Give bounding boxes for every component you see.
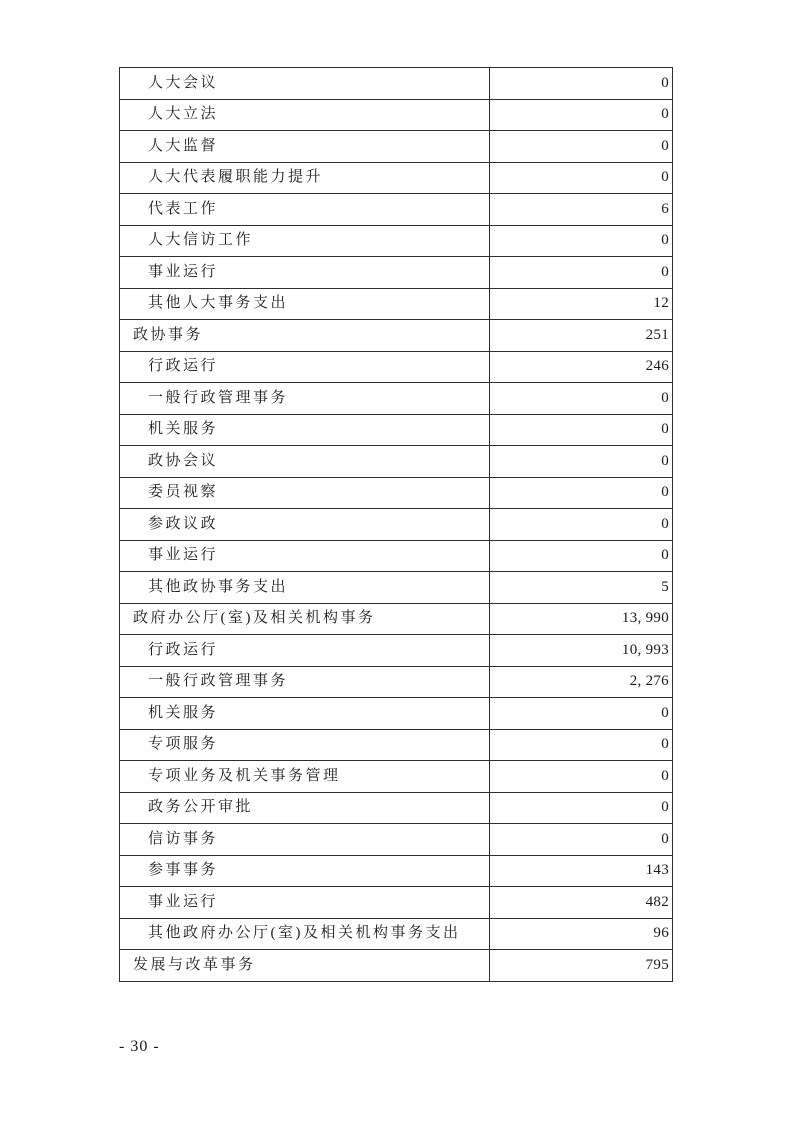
category-cell: 参事事务 <box>120 855 490 887</box>
category-cell: 发展与改革事务 <box>120 950 490 982</box>
category-cell: 政府办公厅(室)及相关机构事务 <box>120 603 490 635</box>
value-cell: 0 <box>490 225 673 257</box>
table-row <box>120 635 673 667</box>
table-row <box>120 288 673 320</box>
value-cell: 0 <box>490 68 673 100</box>
value-cell: 0 <box>490 414 673 446</box>
page-number: - 30 - <box>119 1038 160 1055</box>
table-row <box>120 509 673 541</box>
value-cell: 143 <box>490 855 673 887</box>
value-cell: 0 <box>490 509 673 541</box>
value-cell: 13, 990 <box>490 603 673 635</box>
table-row <box>120 887 673 919</box>
table-row <box>120 131 673 163</box>
category-cell: 人大监督 <box>120 131 490 163</box>
table-row <box>120 68 673 100</box>
table-row <box>120 603 673 635</box>
category-cell: 一般行政管理事务 <box>120 666 490 698</box>
table-row <box>120 729 673 761</box>
value-cell: 10, 993 <box>490 635 673 667</box>
category-cell: 机关服务 <box>120 698 490 730</box>
table-row <box>120 698 673 730</box>
category-cell: 其他政府办公厅(室)及相关机构事务支出 <box>120 918 490 950</box>
table-row <box>120 918 673 950</box>
category-cell: 人大会议 <box>120 68 490 100</box>
value-cell: 0 <box>490 383 673 415</box>
value-cell: 0 <box>490 99 673 131</box>
table-row <box>120 225 673 257</box>
category-cell: 其他人大事务支出 <box>120 288 490 320</box>
value-cell: 0 <box>490 729 673 761</box>
category-cell: 政务公开审批 <box>120 792 490 824</box>
budget-table-body <box>120 68 673 982</box>
table-row <box>120 257 673 289</box>
value-cell: 96 <box>490 918 673 950</box>
category-cell: 代表工作 <box>120 194 490 226</box>
category-cell: 行政运行 <box>120 351 490 383</box>
value-cell: 2, 276 <box>490 666 673 698</box>
category-cell: 机关服务 <box>120 414 490 446</box>
value-cell: 0 <box>490 792 673 824</box>
category-cell: 一般行政管理事务 <box>120 383 490 415</box>
table-row <box>120 414 673 446</box>
table-row <box>120 950 673 982</box>
value-cell: 0 <box>490 477 673 509</box>
category-cell: 人大信访工作 <box>120 225 490 257</box>
table-row <box>120 383 673 415</box>
value-cell: 6 <box>490 194 673 226</box>
category-cell: 信访事务 <box>120 824 490 856</box>
category-cell: 事业运行 <box>120 257 490 289</box>
category-cell: 政协会议 <box>120 446 490 478</box>
budget-table <box>119 67 673 982</box>
table-row <box>120 194 673 226</box>
category-cell: 事业运行 <box>120 540 490 572</box>
table-row <box>120 351 673 383</box>
table-row <box>120 792 673 824</box>
category-cell: 其他政协事务支出 <box>120 572 490 604</box>
value-cell: 0 <box>490 446 673 478</box>
category-cell: 事业运行 <box>120 887 490 919</box>
category-cell: 专项服务 <box>120 729 490 761</box>
category-cell: 参政议政 <box>120 509 490 541</box>
category-cell: 委员视察 <box>120 477 490 509</box>
value-cell: 0 <box>490 131 673 163</box>
category-cell: 政协事务 <box>120 320 490 352</box>
value-cell: 795 <box>490 950 673 982</box>
value-cell: 0 <box>490 162 673 194</box>
value-cell: 12 <box>490 288 673 320</box>
table-row <box>120 320 673 352</box>
value-cell: 246 <box>490 351 673 383</box>
category-cell: 人大代表履职能力提升 <box>120 162 490 194</box>
table-row <box>120 666 673 698</box>
table-row <box>120 446 673 478</box>
table-row <box>120 99 673 131</box>
value-cell: 482 <box>490 887 673 919</box>
table-row <box>120 824 673 856</box>
table-row <box>120 477 673 509</box>
value-cell: 5 <box>490 572 673 604</box>
value-cell: 0 <box>490 698 673 730</box>
category-cell: 人大立法 <box>120 99 490 131</box>
value-cell: 0 <box>490 761 673 793</box>
table-row <box>120 572 673 604</box>
table-row <box>120 761 673 793</box>
value-cell: 0 <box>490 540 673 572</box>
value-cell: 251 <box>490 320 673 352</box>
category-cell: 专项业务及机关事务管理 <box>120 761 490 793</box>
table-row <box>120 540 673 572</box>
table-row <box>120 162 673 194</box>
table-row <box>120 855 673 887</box>
category-cell: 行政运行 <box>120 635 490 667</box>
value-cell: 0 <box>490 257 673 289</box>
value-cell: 0 <box>490 824 673 856</box>
